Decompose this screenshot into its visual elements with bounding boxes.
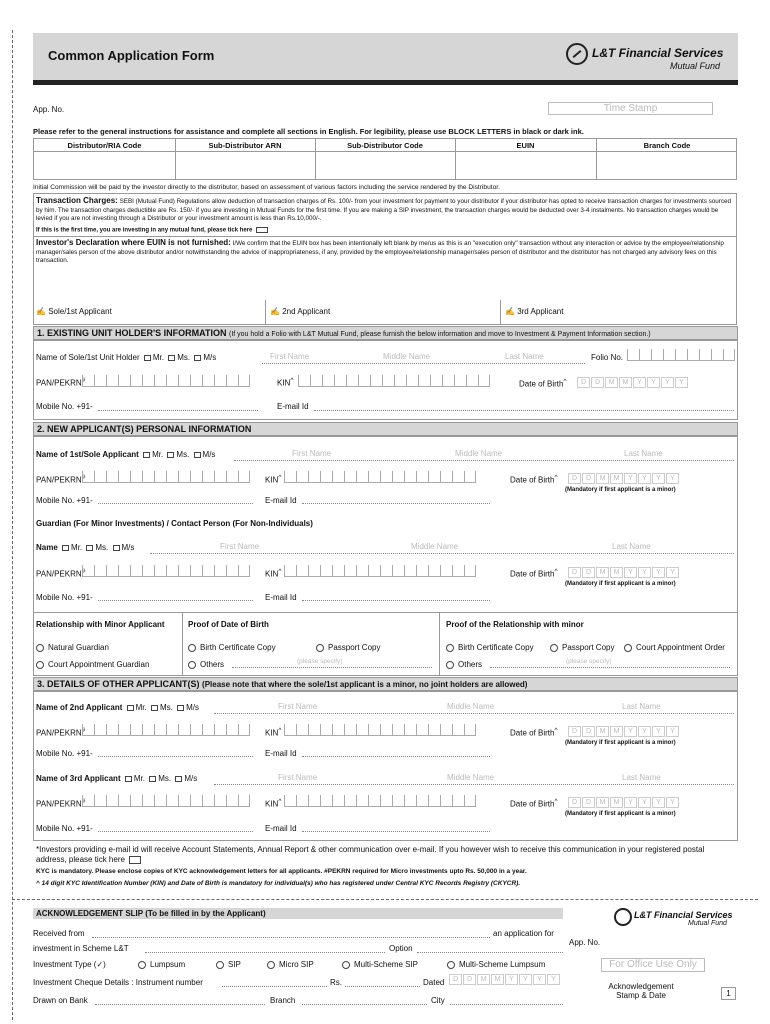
dob-input[interactable]: D D M M Y Y Y Y [568,797,680,808]
brand-subtitle: Mutual Fund [670,61,721,71]
col-sub-distributor-code: Sub-Distributor Code [347,141,423,150]
kin-input[interactable] [284,795,476,807]
euin-declaration: Investor's Declaration where EUIN is not furnished: I/We confirm that the EUIN box has been intentionally left blank by me/us as this is an "execution only" transaction without any interaction or advice by the employee/relationship manager/sales person of the above distributor and/or notwithstanding the advice of inappropriateness, if any, provided by the employee/relationship manager/sales person of distributor and the distributor has not charged any advisory fees on this transaction. [36,238,724,264]
email-field[interactable] [302,756,490,757]
ack-date-input[interactable]: D D M M Y Y Y Y [449,974,561,985]
first-time-checkbox[interactable] [256,227,268,233]
court-order-radio[interactable]: Court Appointment Order [624,643,725,652]
city-field[interactable] [450,1004,563,1005]
folio-input[interactable] [627,349,735,361]
ack-header: ACKNOWLEDGEMENT SLIP (To be filled in by the Applicant) [33,908,563,919]
email-label: E-mail Id [265,749,297,758]
ack-brand: L&T Financial Services [634,910,733,920]
col-sub-distributor-arn: Sub-Distributor ARN [208,141,282,150]
bank-field[interactable] [95,1004,265,1005]
sec1-name-label: Name of Sole/1st Unit Holder Mr. Ms. M/s [36,353,217,362]
mr-checkbox[interactable] [144,355,151,361]
sip-radio[interactable]: SIP [216,960,241,969]
mobile-label: Mobile No. +91- [36,593,93,602]
branch-field[interactable] [302,1004,427,1005]
cut-line [12,30,13,1020]
dob-input[interactable]: D D M M Y Y Y Y [568,726,680,737]
mis-checkbox[interactable] [194,452,201,458]
cut-line-horizontal [12,899,758,900]
passport-radio[interactable]: Passport Copy [316,643,380,652]
branch-label: Branch [270,996,296,1005]
transaction-charges: Transaction Charges: SEBI (Mutual Fund) Regulations allow deduction of transaction charges of Rs. 100/- from your investment for payment to your distributor if your distributor has opted to receive transaction charges for investments sourced by him. The transaction charges deductible are Rs. 150/- if you are investing in Mutual Funds for the first time. If you are making a SIP investment, the transaction charges would be deducted over 3-4 instalments. No transaction charges would be levied if you are not investing through a Distributor or your investment amount is less than Rs.10,000/-. [36,196,732,222]
pan-label: PAN/PEKRN# [36,798,86,809]
email-field[interactable] [314,410,734,411]
investment-type-label: Investment Type (✓) [33,960,106,969]
instructions: Please refer to the general instructions for assistance and complete all sections in English. For legibility, please use BLOCK LETTERS in black or dark ink. [33,127,584,136]
sec2-name-label: Name of 1st/Sole Applicant Mr. Ms. M/s [36,450,216,459]
lt-logo-icon-small [614,908,632,926]
pan-input[interactable] [82,375,250,387]
ack-brand-sub: Mutual Fund [688,920,727,927]
section3-header: 3. DETAILS OF OTHER APPLICANT(S) (Please note that where the sole/1st applicant is a minor, no joint holders are allowed) [33,677,738,691]
mobile-label: Mobile No. +91- [36,402,93,411]
email-footnote: *Investors providing e-mail id will receive Account Statements, Annual Report & other communication over e-mail. If you however wish to receive this communication in your registered postal address, please tick here [36,845,705,864]
option-label: Option [389,944,413,953]
mandatory-note: (Mandatory if first applicant is a minor) [565,487,676,493]
city-label: City [431,996,445,1005]
section1-header: 1. EXISTING UNIT HOLDER'S INFORMATION (If you hold a Folio with L&T Mutual Fund, please furnish the below information and move to Investment & Payment Information section.) [33,326,738,340]
header-divider [33,80,738,85]
mobile-field[interactable] [98,600,253,601]
kin-label: KIN^ [277,377,294,388]
mobile-field[interactable] [98,410,258,411]
rel-passport-radio[interactable]: Passport Copy [550,643,614,652]
mis-checkbox[interactable] [194,355,201,361]
middle-name-ph: Middle Name [455,449,503,458]
first-name-ph: First Name [278,773,318,782]
mobile-label: Mobile No. +91- [36,496,93,505]
rel-others-specify-field[interactable] [490,667,730,668]
mandatory-note: (Mandatory if first applicant is a minor) [565,740,676,746]
dated-label: Dated [423,978,445,987]
sign-third: ✍ 3rd Applicant [505,307,564,316]
time-stamp-box: Time Stamp [548,102,713,115]
rel-birth-cert-radio[interactable]: Birth Certificate Copy [446,643,534,652]
kin-input[interactable] [284,471,476,483]
middle-name-ph: Middle Name [447,773,495,782]
mis-checkbox[interactable] [113,545,120,551]
court-guardian-radio[interactable]: Court Appointment Guardian [36,660,149,669]
birth-cert-radio[interactable]: Birth Certificate Copy [188,643,276,652]
kin-label: KIN^ [265,727,282,738]
lumpsum-radio[interactable]: Lumpsum [138,960,185,969]
name-field[interactable] [214,713,734,714]
col-distributor-code: Distributor/RIA Code [67,141,142,150]
others-specify-field[interactable] [232,667,432,668]
rel-others-radio[interactable]: Others [446,660,482,669]
app-no-label: App. No. [33,105,65,114]
kin-footnote: ^ 14 digit KYC Identification Number (KIN) and Date of Birth is mandatory for individual(s) who has registered under Central KYC Records Registry (CKYCR). [36,880,521,887]
last-name-ph: Last Name [622,702,661,711]
natural-guardian-radio[interactable]: Natural Guardian [36,643,109,652]
cheque-label: Investment Cheque Details : Instrument number [33,978,203,987]
pan-label: PAN/PEKRN# [36,727,86,738]
guardian-name-field[interactable] [150,553,734,554]
please-specify: (please specify) [566,658,612,665]
mobile-field[interactable] [98,831,253,832]
ack-app-no: App. No. [569,938,601,947]
pan-input[interactable] [82,795,250,807]
received-label: Received from [33,929,85,938]
mobile-label: Mobile No. +91- [36,824,93,833]
pan-input[interactable] [82,565,250,577]
sign-sole: ✍ Sole/1st Applicant [36,307,112,316]
middle-name-ph: Middle Name [447,702,495,711]
last-name-ph: Last Name [624,449,663,458]
ack-stamp-label: Acknowledgement Stamp & Date [608,982,674,1000]
kin-input[interactable] [298,375,490,387]
page-number: 1 [721,987,736,1000]
last-name-ph: Last Name [505,352,544,361]
dob-label: Date of Birth^ [510,568,558,579]
col-branch-code: Branch Code [643,141,691,150]
pan-input[interactable] [82,471,250,483]
proof-rel-title: Proof of the Relationship with minor [446,620,584,629]
pan-input[interactable] [82,724,250,736]
sec3-name2-label: Name of 2nd Applicant Mr. Ms. M/s [36,703,199,712]
pan-label: PAN/PEKRN# [36,474,86,485]
name-field[interactable] [234,460,734,461]
bank-label: Drawn on Bank [33,996,88,1005]
ms-checkbox[interactable] [151,705,158,711]
guardian-name-label: Name Mr. Ms. M/s [36,543,135,552]
application-label: an application for [493,929,554,938]
last-name-ph: Last Name [612,542,651,551]
email-field[interactable] [302,503,490,504]
option-field[interactable] [417,952,563,953]
amount-field[interactable] [345,986,420,987]
dob-label: Date of Birth^ [510,474,558,485]
office-use-box: For Office Use Only [601,958,705,972]
others-radio[interactable]: Others [188,660,224,669]
ms-checkbox[interactable] [86,545,93,551]
rs-label: Rs. [330,978,342,987]
col-euin: EUIN [516,141,535,150]
mandatory-note: (Mandatory if first applicant is a minor) [565,581,676,587]
email-label: E-mail Id [265,824,297,833]
mr-checkbox[interactable] [62,545,69,551]
postal-tick-checkbox[interactable] [129,856,141,864]
received-field[interactable] [92,937,490,938]
first-name-ph: First Name [278,702,318,711]
first-name-ph: First Name [270,352,310,361]
multi-scheme-lumpsum-radio[interactable]: Multi-Scheme Lumpsum [447,960,545,969]
mandatory-note: (Mandatory if first applicant is a minor) [565,811,676,817]
cheque-number-field[interactable] [222,986,327,987]
kin-input[interactable] [284,565,476,577]
multi-scheme-sip-radio[interactable]: Multi-Scheme SIP [342,960,418,969]
first-name-ph: First Name [292,449,332,458]
ms-checkbox[interactable] [149,776,156,782]
mis-checkbox[interactable] [177,705,184,711]
mr-checkbox[interactable] [125,776,132,782]
folio-label: Folio No. [591,353,624,362]
mr-checkbox[interactable] [143,452,150,458]
dob-input[interactable]: D D M M Y Y Y Y [577,377,689,388]
distributor-grid [33,138,737,180]
brand-name: L&T Financial Services [592,46,724,60]
mr-checkbox[interactable] [127,705,134,711]
scheme-field[interactable] [145,952,385,953]
dob-label: Date of Birth^ [519,378,567,389]
mobile-field[interactable] [98,756,253,757]
kin-label: KIN^ [265,474,282,485]
email-label: E-mail Id [265,593,297,602]
section2-header: 2. NEW APPLICANT(S) PERSONAL INFORMATION [33,422,738,436]
dob-input[interactable]: D D M M Y Y Y Y [568,473,680,484]
ms-checkbox[interactable] [167,452,174,458]
name-field[interactable] [262,363,585,364]
last-name-ph: Last Name [622,773,661,782]
ms-checkbox[interactable] [168,355,175,361]
sign-second: ✍ 2nd Applicant [270,307,331,316]
kyc-footnote: KYC is mandatory. Please enclose copies of KYC acknowledgement letters for all applicants. #PEKRN required for Micro investments upto Rs. 50,000 in a year. [36,868,527,875]
kin-label: KIN^ [265,568,282,579]
kin-label: KIN^ [265,798,282,809]
name-field[interactable] [214,784,734,785]
micro-sip-radio[interactable]: Micro SIP [267,960,314,969]
lt-logo-icon [566,43,588,65]
email-label: E-mail Id [265,496,297,505]
pan-label: PAN/PEKRN# [36,377,86,388]
kin-input[interactable] [284,724,476,736]
mobile-label: Mobile No. +91- [36,749,93,758]
sec3-name3-label: Name of 3rd Applicant Mr. Ms. M/s [36,774,198,783]
pan-label: PAN/PEKRN# [36,568,86,579]
proof-dob-title: Proof of Date of Birth [188,620,269,629]
email-label: E-mail Id [277,402,309,411]
middle-name-ph: Middle Name [383,352,431,361]
mis-checkbox[interactable] [175,776,182,782]
relationship-title: Relationship with Minor Applicant [36,620,165,629]
email-field[interactable] [302,600,490,601]
dob-input[interactable]: D D M M Y Y Y Y [568,567,680,578]
dob-label: Date of Birth^ [510,798,558,809]
mobile-field[interactable] [98,503,253,504]
first-name-ph: First Name [220,542,260,551]
email-field[interactable] [302,831,490,832]
scheme-label: investment in Scheme L&T [33,944,129,953]
please-specify: (please specify) [297,658,343,665]
form-title: Common Application Form [48,48,215,63]
dob-label: Date of Birth^ [510,727,558,738]
initial-commission: Initial Commission will be paid by the investor directly to the distributor, based on assessment of various factors including the service rendered by the Distributor. [33,184,500,191]
middle-name-ph: Middle Name [411,542,459,551]
first-time-tick: If this is the first time, you are investing in any mutual fund, please tick here [36,227,270,234]
guardian-title: Guardian (For Minor Investments) / Contact Person (For Non-Individuals) [36,519,313,528]
